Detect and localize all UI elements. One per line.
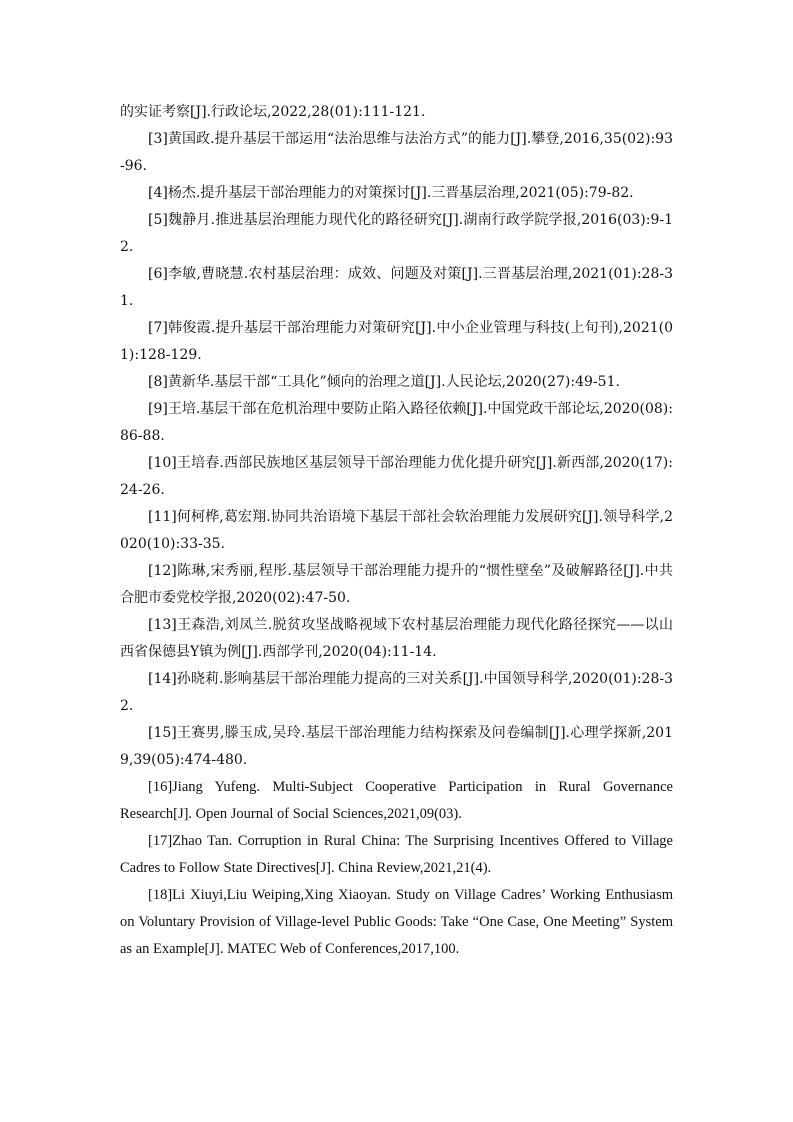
reference-item: [17]Zhao Tan. Corruption in Rural China: The Surprising Incentives Offered to Village Cadres to Follow State Directives[J]. China Review,2021,21(4). [120, 833, 673, 876]
reference-list [120, 99, 673, 963]
reference-item: [4]杨杰.提升基层干部治理能力的对策探讨[J].三晋基层治理,2021(05):79-82. [148, 185, 634, 201]
reference-item: [16]Jiang Yufeng. Multi-Subject Cooperative Participation in Rural Governance Research[J]. Open Journal of Social Sciences,2021,09(03). [120, 779, 673, 822]
reference-item: [8]黄新华.基层干部“工具化”倾向的治理之道[J].人民论坛,2020(27):49-51. [148, 374, 620, 390]
reference-item: [5]魏静月.推进基层治理能力现代化的路径研究[J].湖南行政学院学报,2016(03):9-12. [120, 212, 673, 255]
reference-item: [12]陈琳,宋秀丽,程彤.基层领导干部治理能力提升的“惯性壁垒”及破解路径[J].中共合肥市委党校学报,2020(02):47-50. [120, 563, 673, 606]
reference-item: 的实证考察[J].行政论坛,2022,28(01):111-121. [120, 104, 426, 120]
reference-item: [10]王培春.西部民族地区基层领导干部治理能力优化提升研究[J].新西部,2020(17):24-26. [120, 455, 673, 498]
reference-item: [13]王森浩,刘凤兰.脱贫攻坚战略视域下农村基层治理能力现代化路径探究——以山西省保德县Y镇为例[J].西部学刊,2020(04):11-14. [120, 617, 673, 660]
reference-item: [7]韩俊霞.提升基层干部治理能力对策研究[J].中小企业管理与科技(上旬刊),2021(01):128-129. [120, 320, 673, 363]
reference-item: [18]Li Xiuyi,Liu Weiping,Xing Xiaoyan. Study on Village Cadres’ Working Enthusiasm on Voluntary Provision of Village-level Public Goods: Take “One Case, One Meeting” System as an Example[J]. MATEC Web of Conferences,2017,100. [120, 887, 673, 957]
reference-item: [9]王培.基层干部在危机治理中要防止陷入路径依赖[J].中国党政干部论坛,2020(08):86-88. [120, 401, 673, 444]
reference-item: [14]孙晓莉.影响基层干部治理能力提高的三对关系[J].中国领导科学,2020(01):28-32. [120, 671, 673, 714]
reference-item: [3]黄国政.提升基层干部运用“法治思维与法治方式”的能力[J].攀登,2016,35(02):93-96. [120, 131, 673, 174]
reference-item: [6]李敏,曹晓慧.农村基层治理：成效、问题及对策[J].三晋基层治理,2021(01):28-31. [120, 266, 673, 309]
reference-item: [11]何柯桦,葛宏翔.协同共治语境下基层干部社会软治理能力发展研究[J].领导科学,2020(10):33-35. [120, 509, 673, 552]
reference-item: [15]王赛男,滕玉成,吴玲.基层干部治理能力结构探索及问卷编制[J].心理学探新,2019,39(05):474-480. [120, 725, 673, 768]
